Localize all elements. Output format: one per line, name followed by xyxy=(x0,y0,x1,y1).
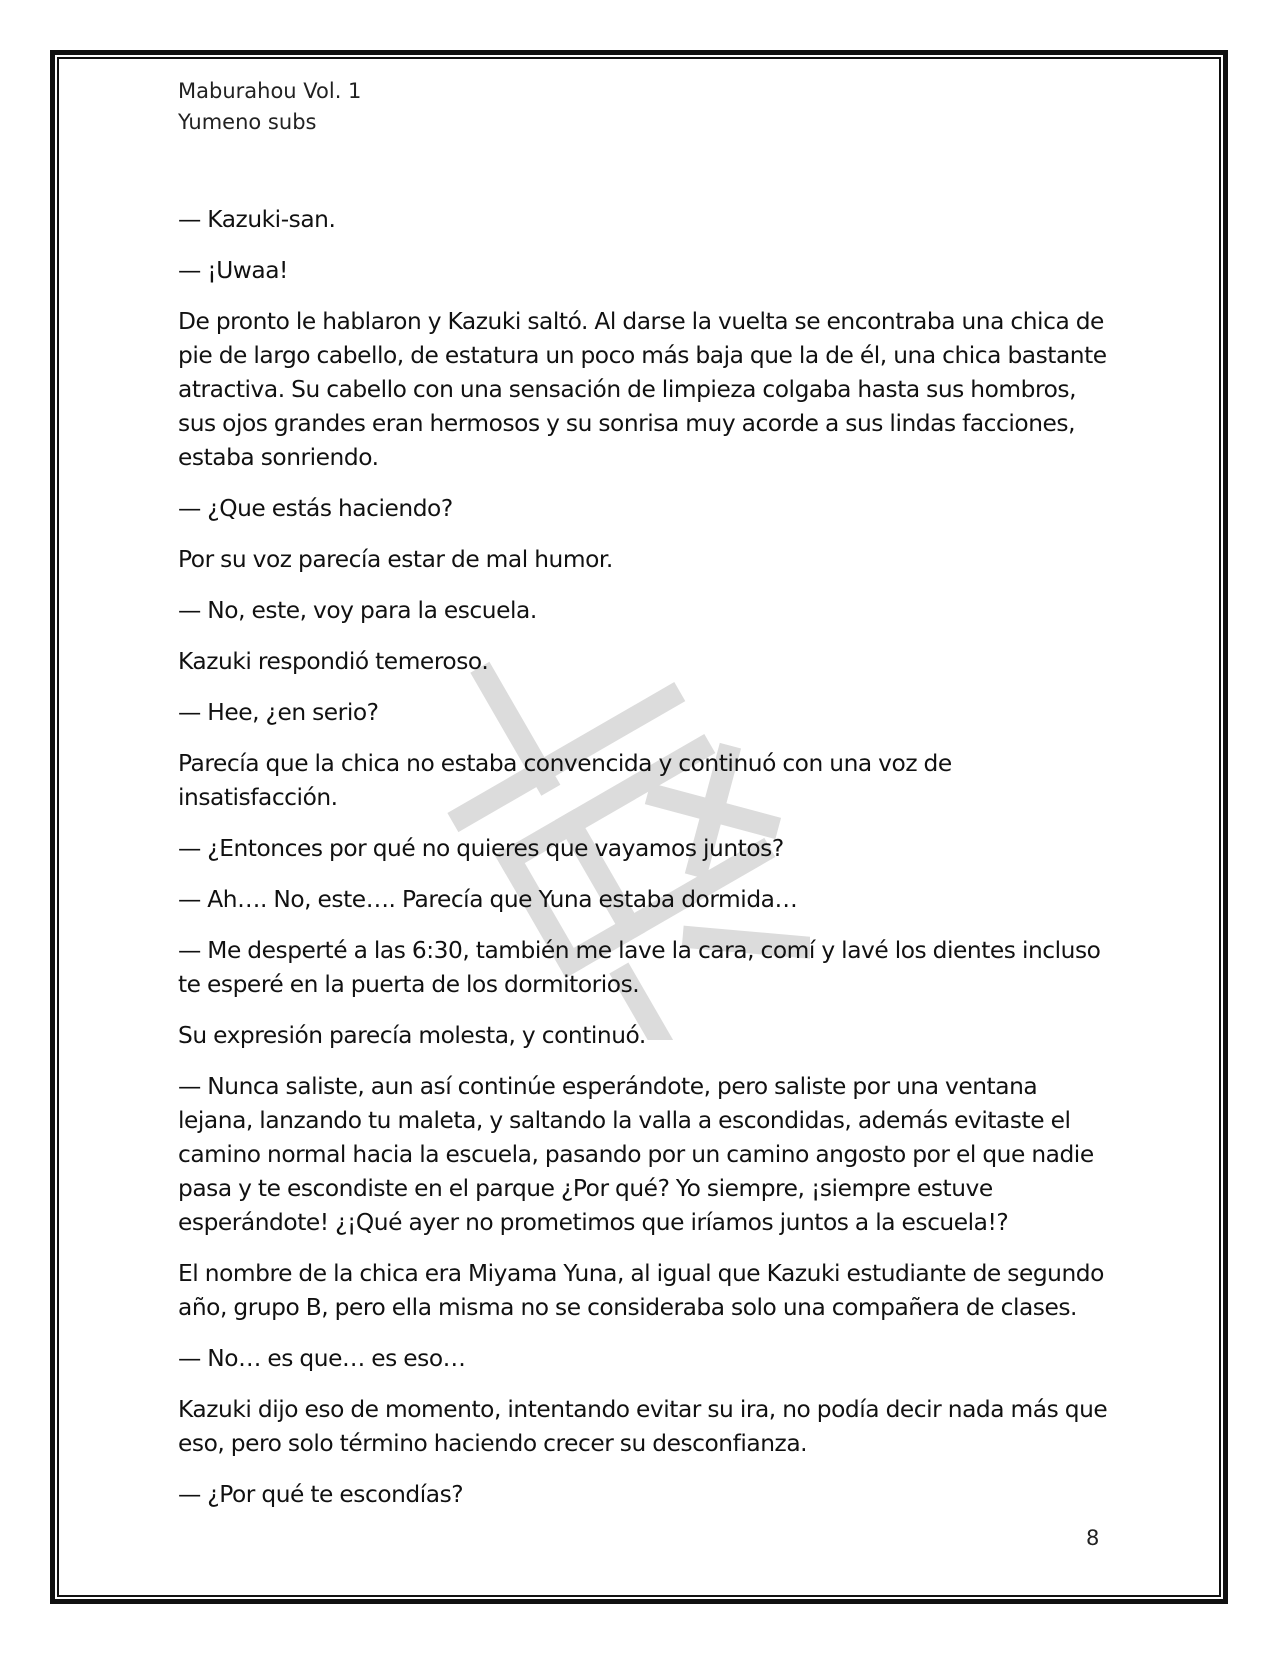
paragraph: — Kazuki-san. xyxy=(178,206,336,233)
paragraph: — ¡Uwaa! xyxy=(178,257,288,284)
paragraph: De pronto le hablaron y Kazuki saltó. Al darse la vuelta se encontraba una chica de pie de largo cabello, de estatura un poco más baja que la de él, una chica bastante atractiva. Su cabello con una sensación de limpieza colgaba hasta sus hombros, sus ojos grandes eran hermosos y su sonrisa muy acorde a sus lindas facciones, estaba sonriendo. xyxy=(178,308,1107,471)
document-header xyxy=(178,76,361,138)
paragraph: El nombre de la chica era Miyama Yuna, al igual que Kazuki estudiante de segundo año, grupo B, pero ella misma no se consideraba solo una compañera de clases. xyxy=(178,1260,1104,1321)
paragraph: — No… es que… es eso… xyxy=(178,1345,466,1372)
paragraph: — Ah…. No, este…. Parecía que Yuna estaba dormida… xyxy=(178,886,798,913)
paragraph: — ¿Entonces por qué no quieres que vayamos juntos? xyxy=(178,835,784,862)
paragraph: — ¿Por qué te escondías? xyxy=(178,1481,464,1508)
paragraph: — Nunca saliste, aun así continúe esperándote, pero saliste por una ventana lejana, lanzando tu maleta, y saltando la valla a escondidas, además evitaste el camino normal hacia la escuela, pasando por un camino angosto por el que nadie pasa y te escondiste en el parque ¿Por qué? Yo siempre, ¡siempre estuve esperándote! ¿¡Qué ayer no prometimos que iríamos juntos a la escuela!? xyxy=(178,1073,1094,1236)
paragraph: — No, este, voy para la escuela. xyxy=(178,597,537,624)
paragraph: — Me desperté a las 6:30, también me lave la cara, comí y lavé los dientes incluso te esperé en la puerta de los dormitorios. xyxy=(178,937,1101,998)
header-title: Maburahou Vol. 1 xyxy=(178,79,362,103)
paragraph: Parecía que la chica no estaba convencida y continuó con una voz de insatisfacción. xyxy=(178,750,952,811)
paragraph: Kazuki respondió temeroso. xyxy=(178,648,489,675)
paragraph: — ¿Que estás haciendo? xyxy=(178,495,453,522)
paragraph: — Hee, ¿en serio? xyxy=(178,699,379,726)
paragraph: Kazuki dijo eso de momento, intentando evitar su ira, no podía decir nada más que eso, pero solo término haciendo crecer su desconfianza. xyxy=(178,1396,1108,1457)
header-group: Yumeno subs xyxy=(178,110,317,134)
page-number: 8 xyxy=(1086,1526,1100,1550)
body-text xyxy=(178,203,1108,1529)
paragraph: Por su voz parecía estar de mal humor. xyxy=(178,546,613,573)
paragraph: Su expresión parecía molesta, y continuó. xyxy=(178,1022,646,1049)
